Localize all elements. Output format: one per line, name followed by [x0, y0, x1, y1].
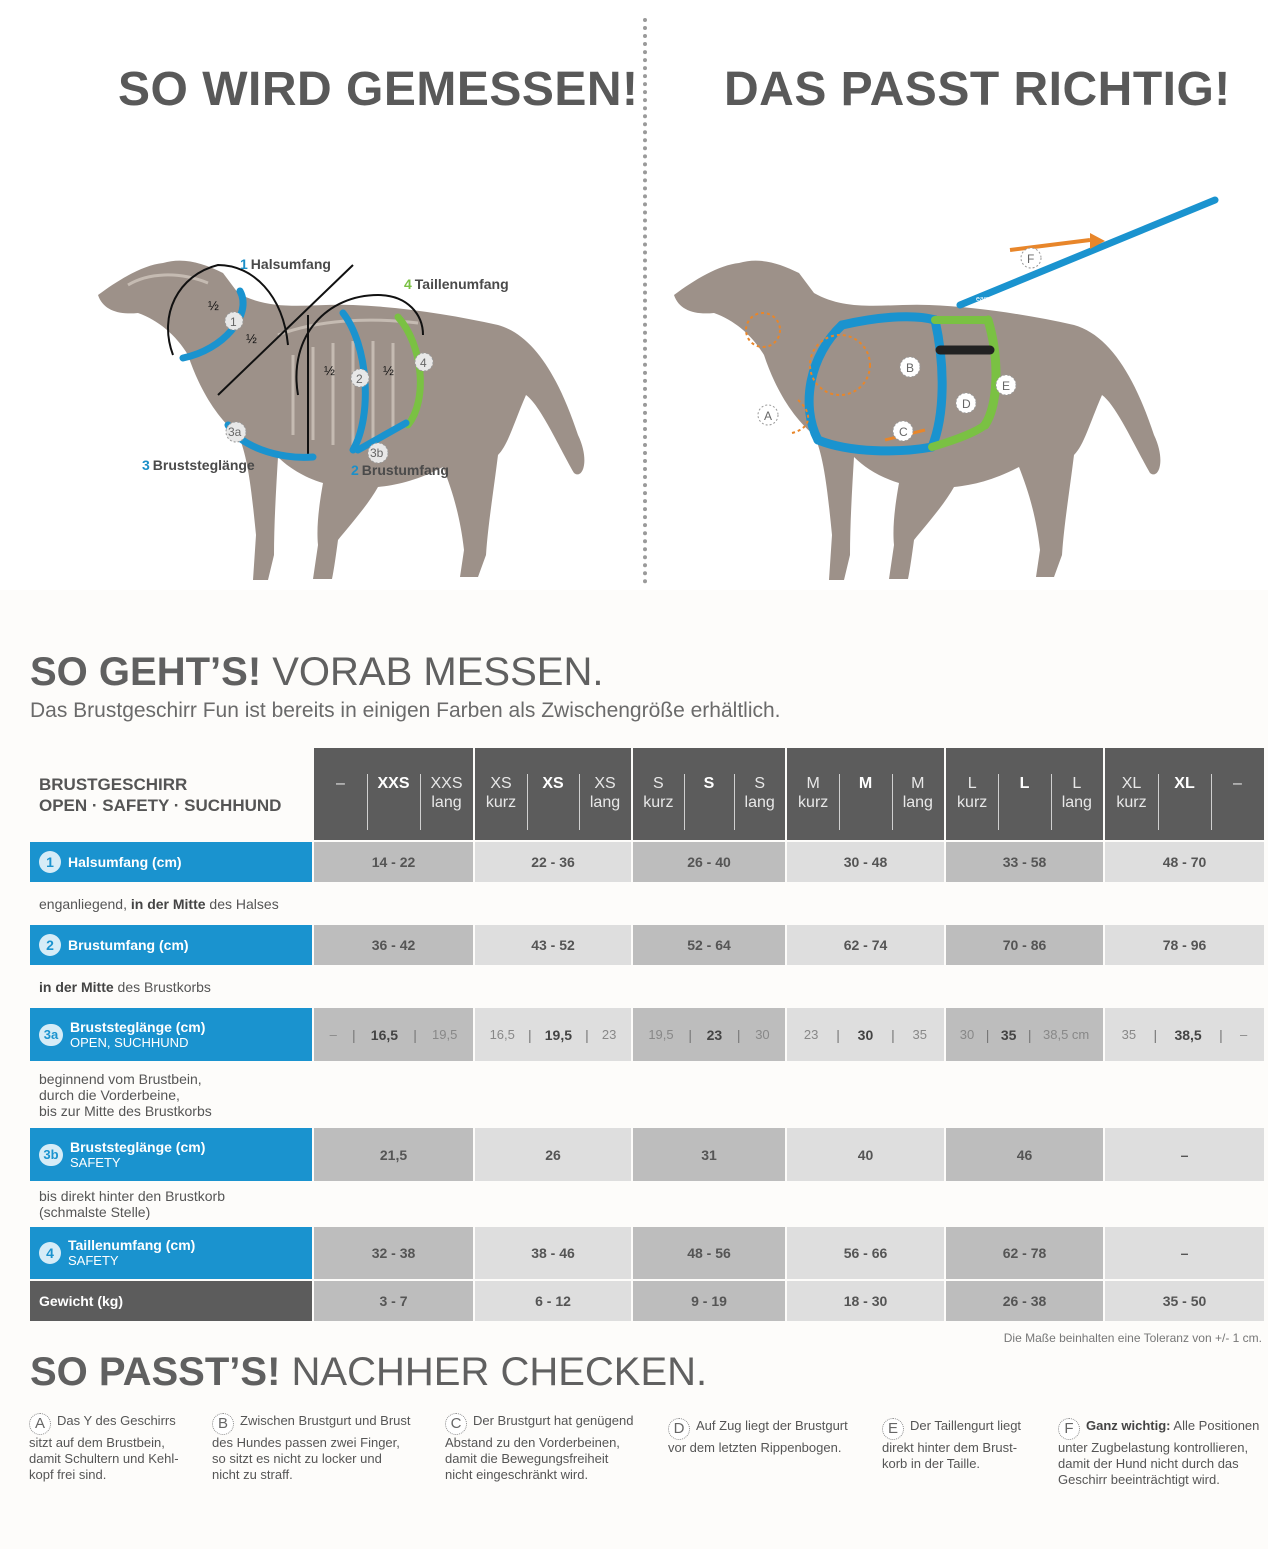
table-cell: 36 - 42: [314, 925, 473, 965]
table-cell: 23 | 30 | 35: [787, 1008, 944, 1061]
svg-text:½: ½: [324, 363, 335, 378]
table-cell: 62 - 74: [787, 925, 944, 965]
size-header-cell: M: [839, 748, 891, 840]
table-cell: 26 - 38: [946, 1281, 1103, 1321]
svg-text:½: ½: [383, 363, 394, 378]
table-cell: 43 - 52: [475, 925, 631, 965]
size-header-cell: XS: [527, 748, 579, 840]
table-cell: 46: [946, 1128, 1103, 1181]
table-cell: – | 16,5 | 19,5: [314, 1008, 473, 1061]
table-cell: –: [1105, 1128, 1264, 1181]
table-cell: 9 - 19: [633, 1281, 785, 1321]
table-cell: 19,5 | 23 | 30: [633, 1008, 785, 1061]
svg-text:E: E: [1002, 379, 1011, 393]
title-fit: DAS PASST RICHTIG!: [724, 63, 1231, 116]
check-c: C Der Brustgurt hat genügend Abstand zu den Vorderbeinen, damit die Bewegungsfreiheit nicht eingeschränkt wird.: [445, 1413, 634, 1482]
label-halsumfang: 1 Halsumfang: [240, 256, 331, 272]
table-cell: –: [1105, 1227, 1264, 1279]
size-header-cell: XXS: [367, 748, 420, 840]
row-bruststeglaenge-3a: [30, 1008, 1264, 1061]
label-taillenumfang: 4 Taillenumfang: [404, 276, 509, 292]
size-header-cell: L: [998, 748, 1050, 840]
size-header-cell: M kurz: [798, 775, 829, 811]
table-cell: 32 - 38: [314, 1227, 473, 1279]
size-header-cell: XL kurz: [1116, 775, 1147, 811]
check-letter-d: D: [668, 1418, 690, 1440]
section-measure-subtitle: Das Brustgeschirr Fun ist bereits in einigen Farben als Zwischengröße erhältlich.: [30, 699, 781, 722]
table-cell: 40: [787, 1128, 944, 1181]
size-group-1: [314, 748, 473, 840]
row-label-bruststeglaenge-3b: 3b Bruststeglänge (cm) SAFETY: [30, 1128, 312, 1181]
svg-text:4: 4: [420, 356, 427, 370]
svg-text:A: A: [764, 409, 773, 423]
table-cell: 78 - 96: [1105, 925, 1264, 965]
table-cell: 30 | 35 | 38,5 cm: [946, 1008, 1103, 1061]
table-cell: 22 - 36: [475, 842, 631, 882]
svg-text:F: F: [1027, 252, 1035, 266]
svg-text:3b: 3b: [370, 446, 384, 460]
table-cell: 52 - 64: [633, 925, 785, 965]
check-letter-f: F: [1058, 1418, 1080, 1440]
size-group-3: [633, 748, 785, 840]
table-cell: 38 - 46: [475, 1227, 631, 1279]
illustration-area: [0, 0, 1268, 590]
svg-text:½: ½: [208, 298, 219, 313]
row-bruststeglaenge-3b: [30, 1128, 1264, 1181]
size-header-cell: S lang: [734, 748, 785, 840]
size-header-cell: XL: [1158, 748, 1211, 840]
svg-text:D: D: [962, 397, 971, 411]
svg-text:easy-x: easy-x: [976, 296, 997, 303]
svg-text:C: C: [899, 425, 908, 439]
check-letter-c: C: [445, 1413, 467, 1435]
note-bruststeglaenge-3b: bis direkt hinter den Brustkorb (schmalste Stelle): [39, 1188, 225, 1220]
table-cell: 33 - 58: [946, 842, 1103, 882]
table-cell: 56 - 66: [787, 1227, 944, 1279]
size-header-cell: –: [1211, 748, 1264, 840]
note-brustumfang: in der Mitte des Brustkorbs: [39, 979, 211, 995]
size-group-6: [1105, 748, 1264, 840]
section-check-title: SO PASST’S! NACHHER CHECKEN.: [30, 1350, 708, 1394]
row-label-bruststeglaenge-3a: 3a Bruststeglänge (cm) OPEN, SUCHHUND: [30, 1008, 312, 1061]
fit-dog-svg: [660, 195, 1230, 590]
table-cell: 48 - 70: [1105, 842, 1264, 882]
title-measure: SO WIRD GEMESSEN!: [118, 63, 639, 116]
note-halsumfang: enganliegend, in der Mitte des Halses: [39, 896, 279, 912]
check-letter-b: B: [212, 1413, 234, 1435]
row-brustumfang: [30, 925, 1264, 965]
svg-text:B: B: [906, 361, 915, 375]
table-cell: 21,5: [314, 1128, 473, 1181]
dotted-divider: [643, 18, 647, 584]
check-a: A Das Y des Geschirrs sitzt auf dem Brustbein, damit Schultern und Kehl- kopf frei sind.: [29, 1413, 179, 1482]
table-cell: 26 - 40: [633, 842, 785, 882]
size-header-cell: M lang: [892, 748, 944, 840]
check-f: F Ganz wichtig: Alle Positionen unter Zugbelastung kontrollieren, damit der Hund nicht durch das Geschirr beeinträchtigt wird.: [1058, 1418, 1260, 1487]
table-cell: 16,5 | 19,5 | 23: [475, 1008, 631, 1061]
table-cell: 26: [475, 1128, 631, 1181]
row-label-gewicht: Gewicht (kg): [30, 1281, 312, 1321]
size-header-cell: XS kurz: [485, 775, 517, 811]
size-header-cell: L kurz: [957, 775, 988, 811]
row-taillenumfang: [30, 1227, 1264, 1279]
measure-dog-diagram: [88, 195, 608, 590]
row-halsumfang: [30, 842, 1264, 882]
table-cell: 48 - 56: [633, 1227, 785, 1279]
label-brustumfang: 2 Brustumfang: [351, 462, 449, 478]
table-cell: 14 - 22: [314, 842, 473, 882]
size-header-cell: XXS lang: [420, 748, 473, 840]
measure-dog-svg: [88, 195, 608, 590]
size-header-cell: S: [684, 748, 735, 840]
label-bruststeglaenge: 3 Bruststeglänge: [142, 457, 255, 473]
size-group-5: [946, 748, 1103, 840]
table-cell: 6 - 12: [475, 1281, 631, 1321]
check-letter-e: E: [882, 1418, 904, 1440]
svg-text:½: ½: [246, 331, 257, 346]
table-cell: 3 - 7: [314, 1281, 473, 1321]
row-gewicht: [30, 1281, 1264, 1321]
svg-text:3a: 3a: [228, 425, 242, 439]
check-letter-a: A: [29, 1413, 51, 1435]
table-header: [30, 748, 1264, 840]
size-header-cell: XS lang: [579, 748, 631, 840]
svg-text:2: 2: [356, 372, 363, 386]
check-b: B Zwischen Brustgurt und Brust des Hundes passen zwei Finger, so sitzt es nicht zu locker und nicht zu straff.: [212, 1413, 411, 1482]
check-d: D Auf Zug liegt der Brustgurt vor dem letzten Rippenbogen.: [668, 1418, 848, 1455]
size-group-4: [787, 748, 944, 840]
table-cell: 30 - 48: [787, 842, 944, 882]
table-cell: 18 - 30: [787, 1281, 944, 1321]
row-label-halsumfang: 1 Halsumfang (cm): [30, 842, 312, 882]
row-label-taillenumfang: 4 Taillenumfang (cm) SAFETY: [30, 1227, 312, 1279]
table-header-label: BRUSTGESCHIRR OPEN · SAFETY · SUCHHUND: [39, 775, 282, 815]
table-cell: 35 - 50: [1105, 1281, 1264, 1321]
size-header-cell: S kurz: [643, 775, 674, 811]
section-measure-title: SO GEHT’S! VORAB MESSEN.: [30, 650, 604, 694]
check-e: E Der Taillengurt liegt direkt hinter dem Brust- korb in der Taille.: [882, 1418, 1022, 1471]
table-cell: 31: [633, 1128, 785, 1181]
svg-text:1: 1: [230, 315, 237, 329]
row-label-brustumfang: 2 Brustumfang (cm): [30, 925, 312, 965]
table-cell: 35 | 38,5 | –: [1105, 1008, 1264, 1061]
note-bruststeglaenge-3a: beginnend vom Brustbein, durch die Vorderbeine, bis zur Mitte des Brustkorbs: [39, 1071, 212, 1119]
size-group-2: [475, 748, 631, 840]
table-cell: 62 - 78: [946, 1227, 1103, 1279]
fit-dog-diagram: [660, 195, 1230, 590]
size-header-cell: –: [336, 775, 345, 792]
size-header-cell: L lang: [1051, 748, 1103, 840]
table-cell: 70 - 86: [946, 925, 1103, 965]
dog-silhouette: [674, 261, 1160, 580]
tolerance-note: Die Maße beinhalten eine Toleranz von +/- 1 cm.: [1003, 1331, 1262, 1345]
